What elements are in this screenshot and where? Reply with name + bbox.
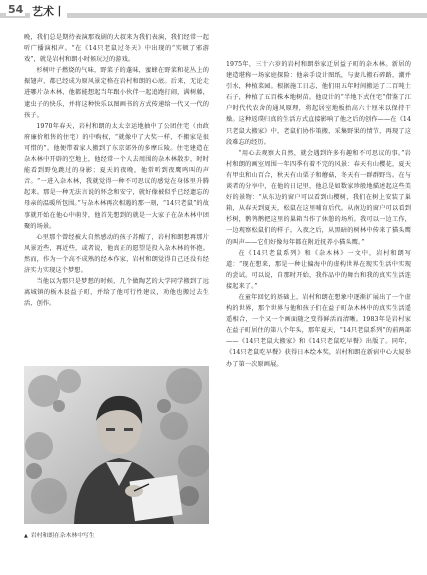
left-column-paragraph: 晚，我们总是期待表演那戏剧的大叔来为我们表演，我们经常一起听广播演相声。“在《14只老鼠过冬天》中出现的“实顿了邪游戏”，就是岩村和朗小时候玩过的游戏。 [24, 34, 209, 64]
left-column-paragraph: 当他以为那只是梦想的时候，几个做陶艺的大学同学搬到了远离城镇的栃木县益子町，并给了他可行性建议，劝他也搬过去生活，创作。 [24, 278, 209, 308]
left-column [24, 32, 209, 309]
left-column-paragraph: 杉树叶子燃烧的气味，野菜子的蓬味，蜜蜂在野菜和花丛上的振翅声，都已经成为原风景定格在岩村和朗的心底。后来，无论走进哪片杂木林，他都能想起当年跟小伙伴一起追跑打闹，满树藤，逮虫子的快乐，并将这种快乐以图画书的方式传递给一代又一代的孩子。 [24, 67, 209, 119]
section-label: 艺术丨 [32, 5, 65, 18]
right-column-paragraph: 在童年回忆的基础上，岩村和朗在想象中逐渐扩展出了一个虚构的世界，那个世界与他和孩子们在益子町杂木林中的真实生活遥遥相合，一个又一个画面随之变得鲜活而清晰。1983年是岩村家在益子町居住的第八个年头，那年夏天，“14只老鼠系列”的前两部——《14只老鼠大搬家》和《14只老鼠吃早餐》出版了。同年，《14只老鼠吃早餐》获得日本绘本奖，岩村和朗在新宿中心大厦举办了第一次原画展。 [226, 293, 411, 368]
photo-illustration [24, 366, 209, 524]
page-header [0, 0, 427, 34]
left-column-paragraph: 1970年春天，岩村和朗的太太幸运地抽中了公团住宅（由政府廉价租售的住宅）的中购权，“就像中了大奖一样，不搬家是很可惜的”。他便带着家人搬到了东京郊外的多摩丘陵。住宅建造在杂木林中开辟的空地上，他经常一个人去周围的杂木林散步，时时能看到野兔跳过的身影；夏天的夜晚，他常听到夜鹰鸣叫的声音。“一进入杂木林，我就觉得一种不可思议的感觉在身体里升腾起来。那是一种无法言说的怀念和安宁，就好像被似乎已经遗忘的母亲的温暖所包围。”与杂木林再次相遇的那一刻，“14只老鼠”的故事就开始在他心中萌芽，他首先想到的就是一大家子在杂木林中团聚的场景。 [24, 122, 209, 230]
caption-text: 岩村和朗在杂木林中写生 [30, 533, 95, 539]
right-column-paragraph: “用心去观察大自然，就会遇到许多有趣和不可思议的事。”岩村和朗的画室周围一年四季有着不完的风景：春天有山樱花，夏天有甲虫和山百合，秋天有山栗子和蘑菇，冬天有一群群野鸟。在与谈者的分享中，在他的日记里，他总是如数家珍般地描述起这些美好的景物：“从东边的窗户可以看到山樱树，我们在树上安装了巢箱，从春天到夏天，松鼠在这里哺育后代。从南边的窗户可以看到杉树，鹡鸰鹡把这里的巢箱当作了休憩的场所。我可以一边工作，一边观察松鼠们的样子。入夜之后，从黑暗的树林中传来了猫头鹰的叫声——它们好像每年都在附近抚养小猫头鹰。” [226, 149, 411, 246]
caption-marker-icon: ▲ [24, 533, 28, 539]
left-column-paragraph: 心里那个曾经被大自然感动的孩子苏醒了，岩村和朗想再那片风景近些，再近些，或者说，他真正的愿望是投入杂木林的怀抱。然而，作为一个高不成熟的经本作家，岩村和朗觉得自己还没有经济实力实现这个梦想。 [24, 233, 209, 274]
page-number: 54 [8, 3, 24, 16]
right-column-paragraph: 1975年，三十六岁的岩村和朗举家迁居益子町的杂木林。新居的建造堪称一场家庭探险：他亲手设计图纸，与妻儿搬石碎路，潮并引水，种植菜园。根据施工日志，他们用五年时间搬运了二百吨土石子，种植了五百株本地树苗。他设计的“半地下式住宅”借鉴了江户时代代农舍的通风原理，将起居室地板抬高六十厘米以保持干燥。这种返璞归真的生活方式直接影响了他之后的创作——在《14只老鼠大搬家》中，老鼠们协作策搬，采集野果的情节，再现了这段难忘的经历。 [226, 61, 411, 146]
photo-caption [24, 530, 95, 539]
right-column-paragraph: 在《14只老鼠系列》和《杂木林》一文中，岩村和朗写道：“现在想来，那是一种让偏海中的虚构世界在现实生活中实现的尝试。可以说，自那时开始，我作品中的舞台和我的真实生活连接起来了。” [226, 249, 411, 290]
right-column [226, 59, 411, 370]
artist-photo [24, 366, 209, 524]
